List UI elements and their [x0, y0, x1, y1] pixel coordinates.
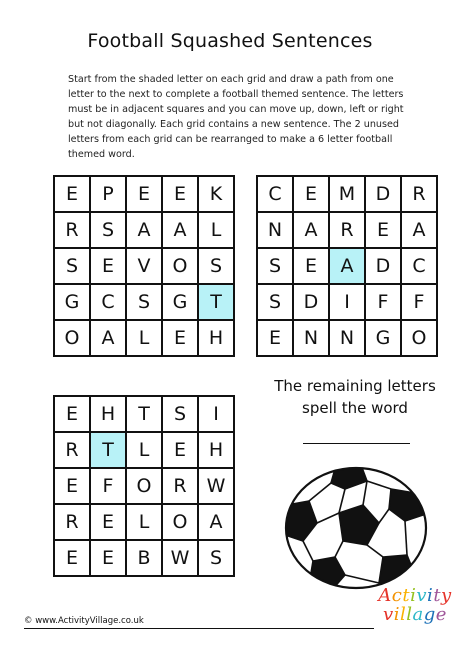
grid-cell[interactable]: R [402, 177, 438, 213]
activity-village-logo [376, 586, 454, 624]
grid-cell[interactable]: E [91, 249, 127, 285]
remaining-line-2: spell the word [302, 399, 408, 417]
grid-cell[interactable]: R [55, 433, 91, 469]
letter-grid-1 [53, 175, 235, 357]
grid-cell[interactable]: L [127, 505, 163, 541]
grid-cell[interactable]: T [127, 397, 163, 433]
grid-cell[interactable]: O [55, 321, 91, 357]
grid-cell[interactable]: B [127, 541, 163, 577]
grid-cell[interactable]: C [91, 285, 127, 321]
grid-cell[interactable]: O [127, 469, 163, 505]
grid-cell[interactable]: H [199, 321, 235, 357]
grid-cell[interactable]: E [55, 469, 91, 505]
grid-cell-start[interactable]: T [91, 433, 127, 469]
grid-cell[interactable]: D [366, 249, 402, 285]
grid-cell[interactable]: H [91, 397, 127, 433]
grid-cell[interactable]: F [402, 285, 438, 321]
footer-divider [24, 628, 374, 629]
football-icon [283, 465, 429, 591]
grid-cell[interactable]: F [91, 469, 127, 505]
grid-cell[interactable]: A [91, 321, 127, 357]
grid-cell[interactable]: A [199, 505, 235, 541]
grid-cell[interactable]: G [366, 321, 402, 357]
letter-grid-3 [53, 395, 235, 577]
grid-cell[interactable]: M [330, 177, 366, 213]
grid-cell[interactable]: W [199, 469, 235, 505]
grid-cell[interactable]: L [127, 321, 163, 357]
grid-cell[interactable]: N [330, 321, 366, 357]
grid-cell[interactable]: S [258, 249, 294, 285]
grid-cell[interactable]: H [199, 433, 235, 469]
grid-cell[interactable]: R [55, 505, 91, 541]
grid-cell[interactable]: W [163, 541, 199, 577]
grid-cell[interactable]: A [402, 213, 438, 249]
grid-cell-start[interactable]: T [199, 285, 235, 321]
grid-cell[interactable]: C [402, 249, 438, 285]
grid-cell[interactable]: S [163, 397, 199, 433]
grid-cell[interactable]: D [294, 285, 330, 321]
grid-cell[interactable]: G [163, 285, 199, 321]
grid-cell[interactable]: L [199, 213, 235, 249]
grid-cell[interactable]: E [55, 541, 91, 577]
grid-cell[interactable]: A [127, 213, 163, 249]
grid-cell[interactable]: E [55, 177, 91, 213]
grid-cell[interactable]: L [127, 433, 163, 469]
grid-cell[interactable]: S [127, 285, 163, 321]
grid-cell[interactable]: O [163, 249, 199, 285]
grid-cell[interactable]: S [91, 213, 127, 249]
grid-cell[interactable]: E [163, 433, 199, 469]
grid-cell[interactable]: E [55, 397, 91, 433]
logo-word-2: village [383, 604, 447, 625]
grid-cell[interactable]: O [163, 505, 199, 541]
logo-word-1: Activity [378, 585, 452, 606]
grid-cell[interactable]: A [294, 213, 330, 249]
grid-cell[interactable]: E [294, 177, 330, 213]
grid-cell[interactable]: N [294, 321, 330, 357]
footer-url[interactable]: © www.ActivityVillage.co.uk [24, 616, 148, 626]
grid-cell[interactable]: E [127, 177, 163, 213]
grid-cell[interactable]: E [294, 249, 330, 285]
grid-cell[interactable]: K [199, 177, 235, 213]
remaining-line-1: The remaining letters [274, 377, 436, 395]
grid-cell[interactable]: R [330, 213, 366, 249]
grid-cell[interactable]: R [163, 469, 199, 505]
grid-cell[interactable]: E [163, 321, 199, 357]
grid-cell[interactable]: S [199, 541, 235, 577]
letter-grid-2 [256, 175, 438, 357]
grid-cell[interactable]: V [127, 249, 163, 285]
grid-cell[interactable]: O [402, 321, 438, 357]
grid-cell[interactable]: S [55, 249, 91, 285]
grid-cell[interactable]: S [258, 285, 294, 321]
grid-cell-start[interactable]: A [330, 249, 366, 285]
grid-cell[interactable]: C [258, 177, 294, 213]
grid-cell[interactable]: I [199, 397, 235, 433]
instructions-text: Start from the shaded letter on each grid and draw a path from one letter to the next to complete a football themed sentence. The letters must be in adjacent squares and you can move up, down, left or right but not diagonally. Each grid contains a new sentence. The 2 unused letters from each grid can be rearranged to make a 6 letter football themed word. [68, 74, 404, 160]
grid-cell[interactable]: G [55, 285, 91, 321]
grid-cell[interactable]: P [91, 177, 127, 213]
grid-cell[interactable]: I [330, 285, 366, 321]
grid-cell[interactable]: E [366, 213, 402, 249]
grid-cell[interactable]: E [258, 321, 294, 357]
grid-cell[interactable]: E [91, 505, 127, 541]
grid-cell[interactable]: N [258, 213, 294, 249]
grid-cell[interactable]: A [163, 213, 199, 249]
grid-cell[interactable]: D [366, 177, 402, 213]
remaining-letters-prompt [255, 375, 455, 419]
grid-cell[interactable]: E [91, 541, 127, 577]
grid-cell[interactable]: E [163, 177, 199, 213]
answer-line[interactable] [303, 443, 410, 444]
page-title: Football Squashed Sentences [87, 30, 373, 52]
grid-cell[interactable]: R [55, 213, 91, 249]
grid-cell[interactable]: S [199, 249, 235, 285]
grid-cell[interactable]: F [366, 285, 402, 321]
